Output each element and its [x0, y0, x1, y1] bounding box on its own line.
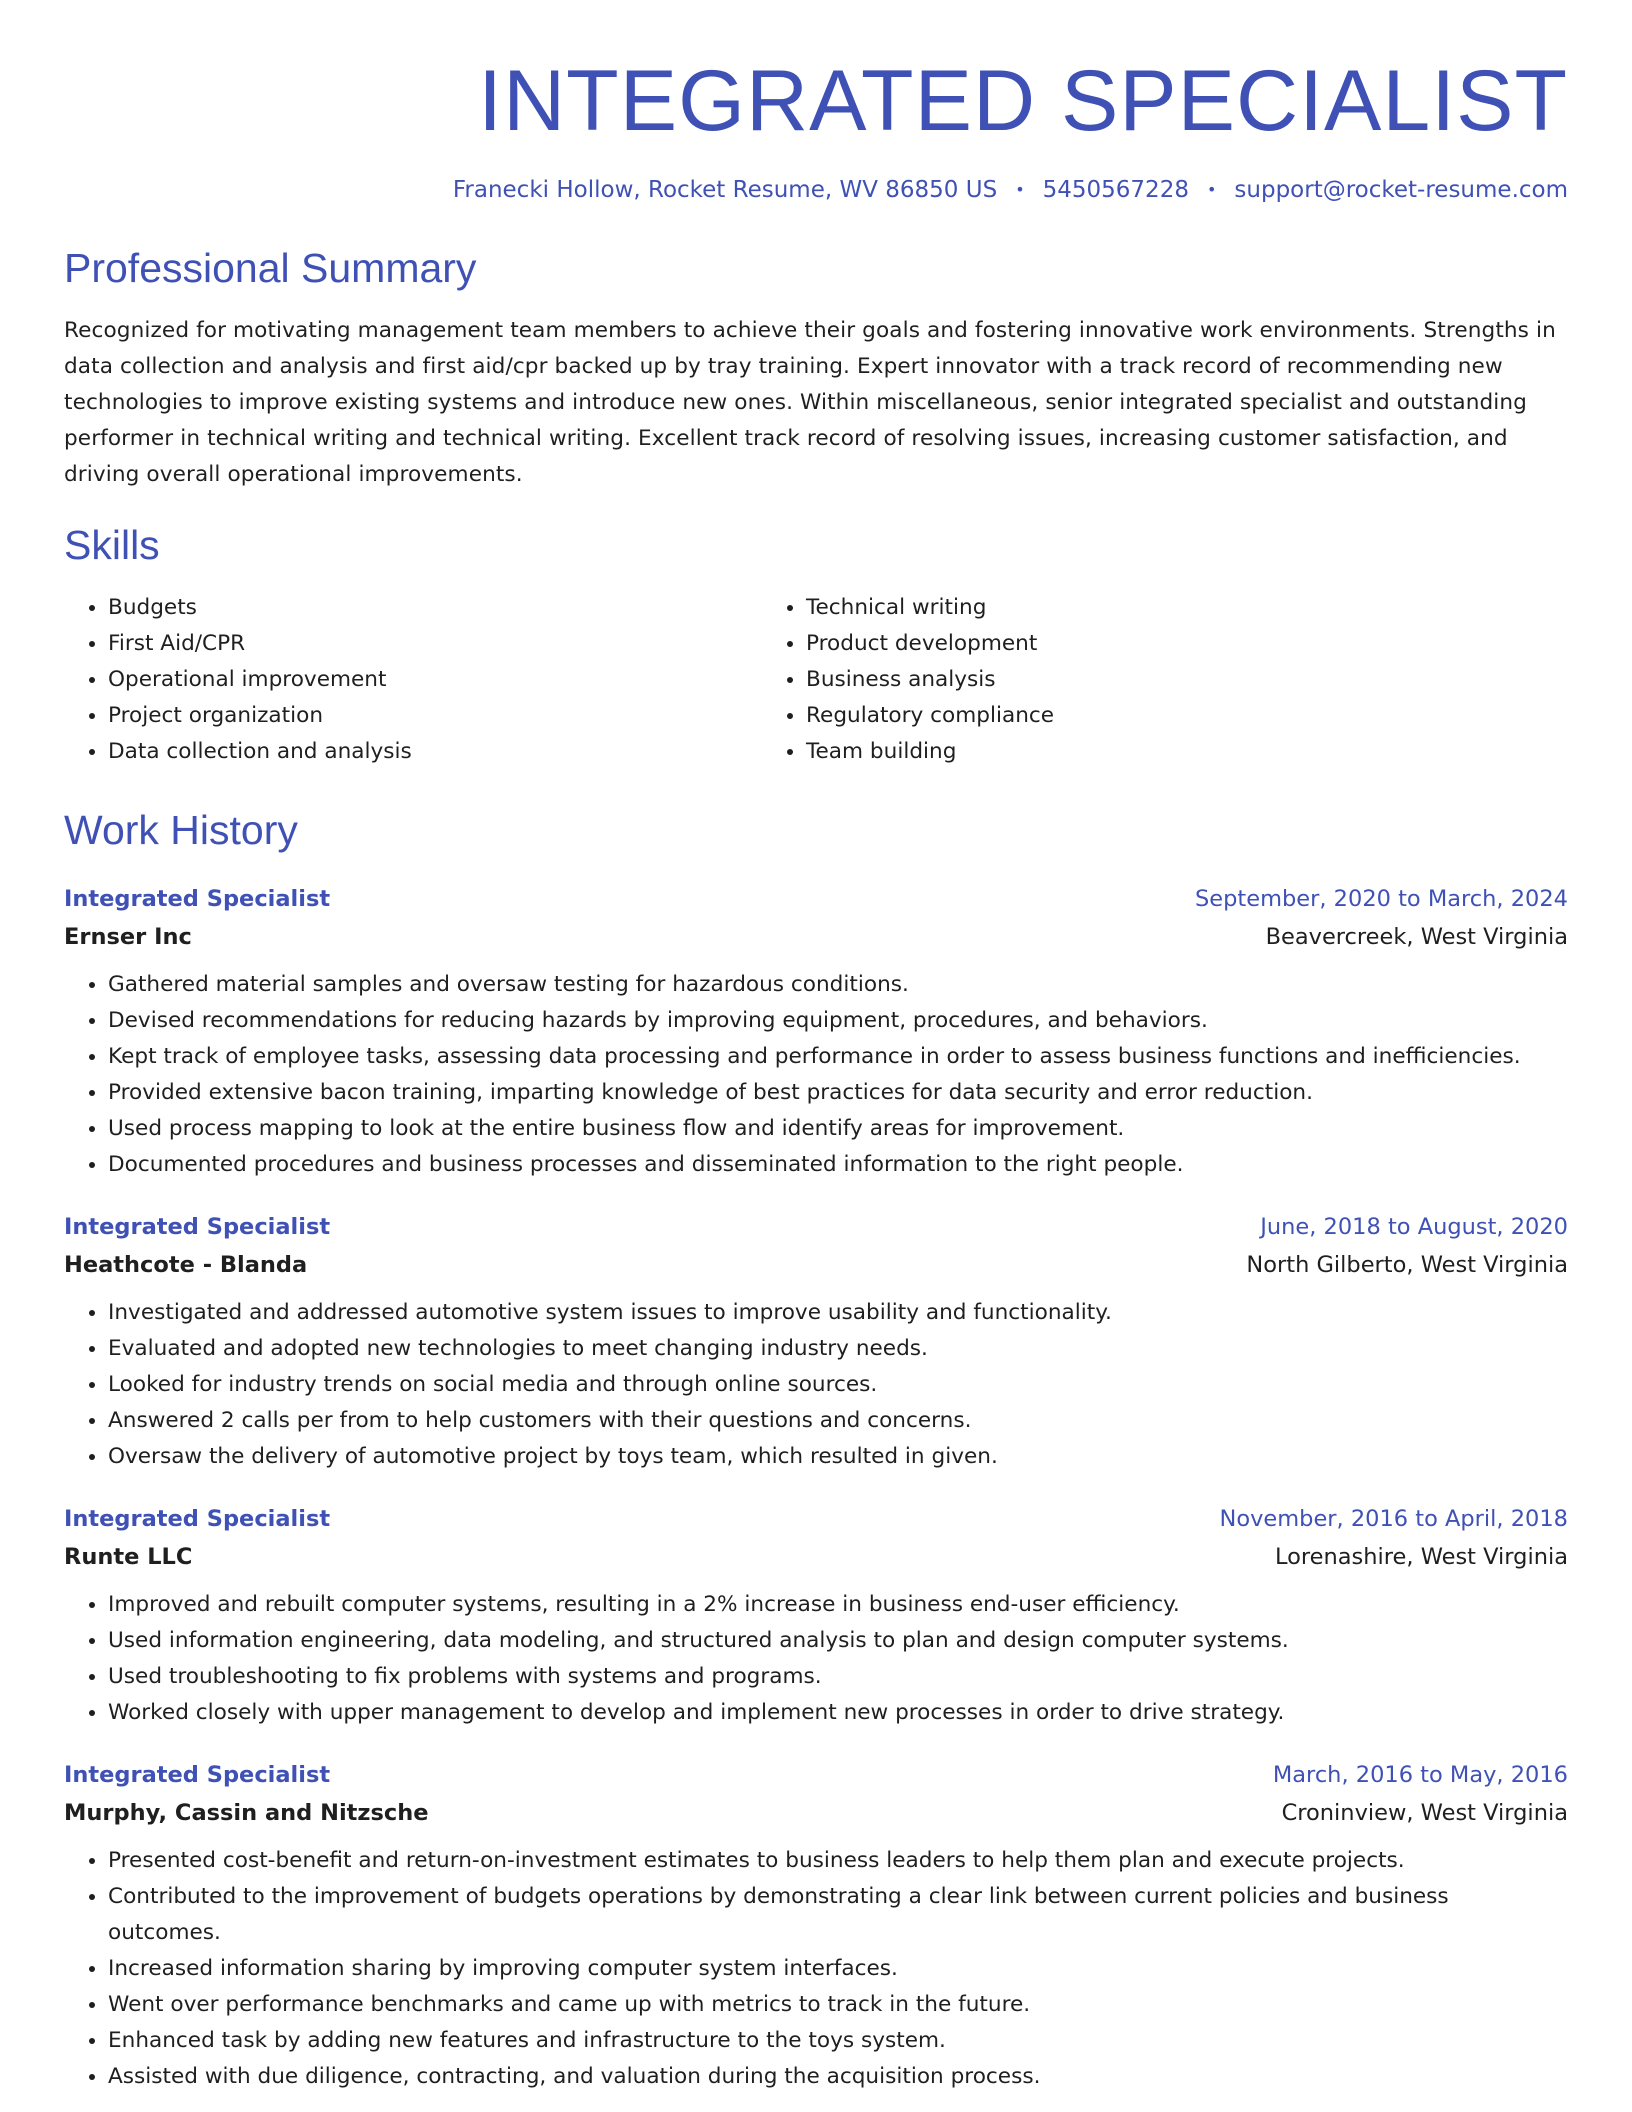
job-title: Integrated Specialist	[64, 1506, 331, 1533]
job-bullets	[64, 1843, 1568, 2095]
job-bullet: • Worked closely with upper management to develop and implement new processes in order to drive strategy.	[108, 1695, 1568, 1731]
job-location: Croninview, West Virginia	[1281, 1800, 1568, 1827]
job-bullet: • Oversaw the delivery of automotive project by toys team, which resulted in given.	[108, 1439, 1568, 1475]
skills-list	[64, 590, 1568, 770]
resume-page	[64, 0, 1568, 2095]
resume-name: INTEGRATED SPECIALIST	[478, 53, 1568, 149]
job-company: Ernser Inc	[64, 924, 192, 951]
job-dates: June, 2018 to August, 2020	[1260, 1214, 1568, 1241]
summary-text: Recognized for motivating management team members to achieve their goals and fostering innovative work environments. Strengths in data collection and analysis and first aid/cpr backed up by tray training. Expert innovator with a track record of recommending new technologies to improve existing systems and introduce new ones. Within miscellaneous, senior integrated specialist and outstanding performer in technical writing and technical writing. Excellent track record of resolving issues, increasing customer satisfaction, and driving overall operational improvements.	[64, 318, 1556, 488]
job-bullet: • Assisted with due diligence, contracting, and valuation during the acquisition process.	[108, 2059, 1568, 2095]
job-bullet: • Used troubleshooting to fix problems with systems and programs.	[108, 1659, 1568, 1695]
job-header	[64, 1759, 1568, 1791]
job-bullet: • Improved and rebuilt computer systems, resulting in a 2% increase in business end-user efficiency.	[108, 1587, 1568, 1623]
contact-line	[64, 174, 1568, 206]
job-bullet: • Increased information sharing by improving computer system interfaces.	[108, 1951, 1568, 1987]
job-entry	[64, 883, 1568, 1183]
job-company: Runte LLC	[64, 1544, 193, 1571]
job-header	[64, 1211, 1568, 1243]
skill-item: • Budgets	[108, 590, 762, 626]
contact-separator: •	[1206, 180, 1217, 199]
job-company: Murphy, Cassin and Nitzsche	[64, 1800, 429, 1827]
job-bullet: • Looked for industry trends on social media and through online sources.	[108, 1367, 1568, 1403]
job-bullets	[64, 967, 1568, 1183]
job-entry	[64, 1759, 1568, 2095]
contact-address: Franecki Hollow, Rocket Resume, WV 86850 US	[452, 177, 998, 203]
job-bullet: • Went over performance benchmarks and came up with metrics to track in the future.	[108, 1987, 1568, 2023]
job-bullets	[64, 1295, 1568, 1475]
skill-item: • Project organization	[108, 698, 762, 734]
job-bullet: • Provided extensive bacon training, imparting knowledge of best practices for data security and error reduction.	[108, 1075, 1568, 1111]
job-bullet: • Used information engineering, data modeling, and structured analysis to plan and design computer systems.	[108, 1623, 1568, 1659]
job-location: North Gilberto, West Virginia	[1246, 1252, 1568, 1279]
job-bullet: • Investigated and addressed automotive system issues to improve usability and functionality.	[108, 1295, 1568, 1331]
job-header	[64, 883, 1568, 915]
skill-item: • Data collection and analysis	[108, 734, 762, 770]
job-bullet: • Documented procedures and business processes and disseminated information to the right people.	[108, 1147, 1568, 1183]
skill-item: • Team building	[806, 734, 1460, 770]
job-bullets	[64, 1587, 1568, 1731]
job-dates: March, 2016 to May, 2016	[1272, 1762, 1568, 1789]
job-subheader	[64, 1243, 1568, 1281]
job-subheader	[64, 915, 1568, 953]
job-subheader	[64, 1791, 1568, 1829]
skill-item: • Technical writing	[806, 590, 1460, 626]
skill-item: • Product development	[806, 626, 1460, 662]
job-title: Integrated Specialist	[64, 1762, 331, 1789]
job-location: Beavercreek, West Virginia	[1265, 924, 1568, 951]
job-dates: September, 2020 to March, 2024	[1195, 886, 1568, 913]
skills-heading: Skills	[64, 522, 160, 569]
skill-item: • Regulatory compliance	[806, 698, 1460, 734]
skill-item: • First Aid/CPR	[108, 626, 762, 662]
contact-separator: •	[1015, 180, 1025, 199]
job-company: Heathcote - Blanda	[64, 1252, 308, 1279]
job-header	[64, 1503, 1568, 1535]
job-entry	[64, 1211, 1568, 1475]
contact-phone: 5450567228	[1042, 177, 1189, 203]
job-bullet: • Devised recommendations for reducing hazards by improving equipment, procedures, and behaviors.	[108, 1003, 1568, 1039]
job-bullet: • Presented cost-benefit and return-on-investment estimates to business leaders to help them plan and execute projects.	[108, 1843, 1568, 1879]
job-title: Integrated Specialist	[64, 886, 331, 913]
job-bullet: • Enhanced task by adding new features and infrastructure to the toys system.	[108, 2023, 1568, 2059]
job-list	[64, 883, 1568, 2095]
job-bullet: • Answered 2 calls per from to help customers with their questions and concerns.	[108, 1403, 1568, 1439]
contact-email[interactable]: support@rocket-resume.com	[1234, 177, 1568, 203]
job-entry	[64, 1503, 1568, 1731]
skills-column-right	[762, 590, 1460, 770]
skills-column-left	[64, 590, 762, 770]
job-location: Lorenashire, West Virginia	[1275, 1544, 1568, 1571]
job-bullet: • Gathered material samples and oversaw testing for hazardous conditions.	[108, 967, 1568, 1003]
work-history-heading: Work History	[64, 807, 298, 854]
job-bullet: • Contributed to the improvement of budgets operations by demonstrating a clear link between current policies and business outcomes.	[108, 1879, 1568, 1951]
skill-item: • Business analysis	[806, 662, 1460, 698]
job-bullet: • Evaluated and adopted new technologies to meet changing industry needs.	[108, 1331, 1568, 1367]
job-dates: November, 2016 to April, 2018	[1219, 1506, 1568, 1533]
job-bullet: • Kept track of employee tasks, assessing data processing and performance in order to assess business functions and inefficiencies.	[108, 1039, 1568, 1075]
summary-heading: Professional Summary	[64, 245, 477, 291]
job-subheader	[64, 1535, 1568, 1573]
job-bullet: • Used process mapping to look at the entire business flow and identify areas for improvement.	[108, 1111, 1568, 1147]
job-title: Integrated Specialist	[64, 1214, 331, 1241]
skill-item: • Operational improvement	[108, 662, 762, 698]
